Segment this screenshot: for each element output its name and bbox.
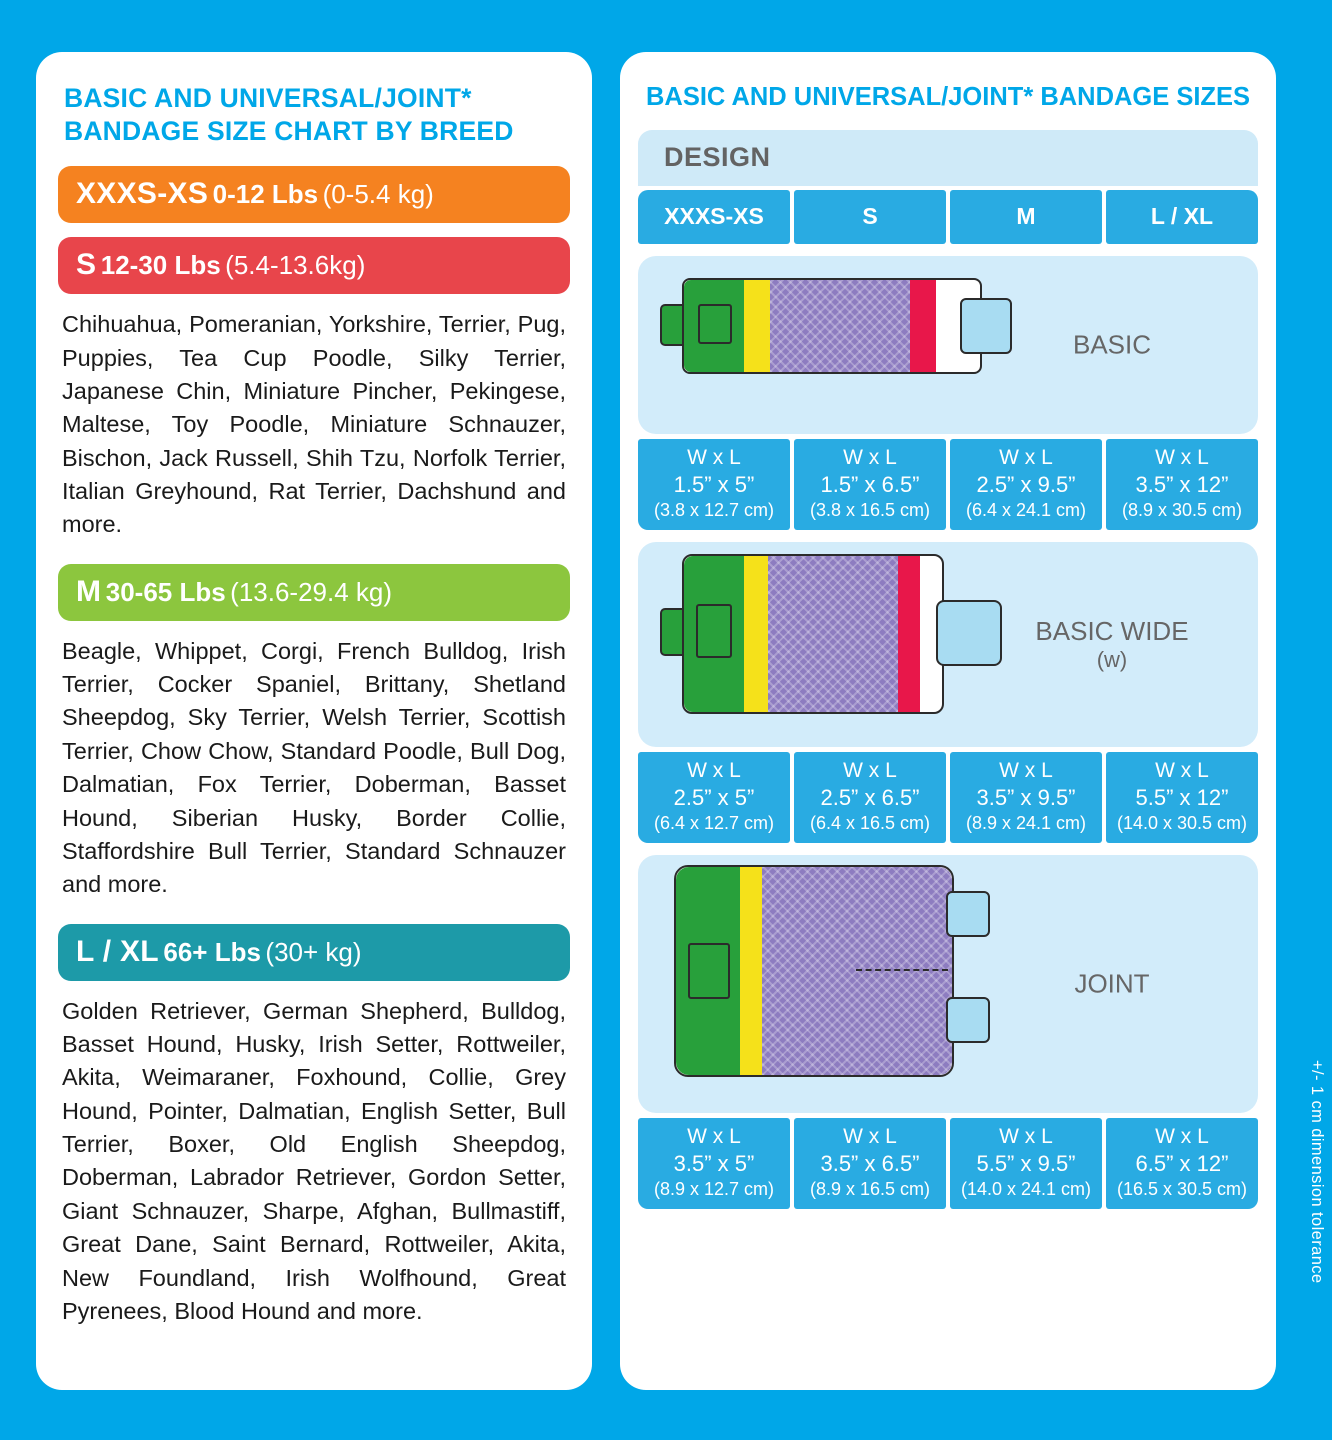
size-band-xxxs-xs <box>58 166 570 223</box>
breed-size-chart-panel <box>36 52 592 1390</box>
size-column-l-xl: L / XL <box>1106 190 1258 244</box>
weight-kg: (30+ kg) <box>265 936 362 967</box>
design-header: DESIGN <box>638 130 1258 186</box>
product-name-basic-wide: BASIC WIDE (w) <box>1035 615 1189 672</box>
joint-bandage-illustration <box>638 855 1258 1113</box>
product-name-basic: BASIC <box>1072 329 1152 360</box>
dimensions-row-basic-wide <box>638 752 1258 843</box>
dim-cell-basic-wide-m: W x L 3.5” x 9.5” (8.9 x 24.1 cm) <box>950 752 1102 843</box>
basic-wide-bandage-illustration <box>638 542 1258 747</box>
dim-cell-basic-m: W x L 2.5” x 9.5” (6.4 x 24.1 cm) <box>950 439 1102 530</box>
breed-list-l-xl: Golden Retriever, German Shepherd, Bulldog, Basset Hound, Husky, Irish Setter, Rottweiler, Akita, Weimaraner, Foxhound, Collie, Grey Hound, Pointer, Dalmatian, English Setter, Bull Terrier, Boxer, Old English Sheepdog, Doberman, Labrador Retriever, Gordon Setter, Giant Schnauzer, Sharpe, Afghan, Bullmastiff, Great Dane, Saint Bernard, Rottweiler, Akita, New Foundland, Irish Wolfhound, Great Pyrenees, Blood Hound and more. <box>62 997 566 1324</box>
weight-lbs: 30-65 Lbs <box>105 576 226 607</box>
left-panel-title: BASIC AND UNIVERSAL/JOINT* BANDAGE SIZE CHART BY BREED <box>64 83 514 147</box>
product-block-basic <box>638 256 1258 530</box>
weight-lbs: 66+ Lbs <box>163 936 261 967</box>
breed-list-s: Chihuahua, Pomeranian, Yorkshire, Terrier, Pug, Puppies, Tea Cup Poodle, Silky Terrier, Japanese Chin, Miniature Pincher, Pekingese, Maltese, Toy Poodle, Miniature Schnauzer, Bischon, Jack Russell, Shih Tzu, Norfolk Terrier, Italian Greyhound, Rat Terrier, Dachshund and more. <box>62 311 566 538</box>
size-label: M <box>76 574 102 608</box>
dim-cell-basic-l-xl: W x L 3.5” x 12” (8.9 x 30.5 cm) <box>1106 439 1258 530</box>
size-label: S <box>76 248 97 282</box>
bandage-sizes-panel <box>620 52 1276 1390</box>
dim-cell-basic-s: W x L 1.5” x 6.5” (3.8 x 16.5 cm) <box>794 439 946 530</box>
tolerance-note: +/- 1 cm dimension tolerance <box>1308 1060 1326 1284</box>
dim-cell-basic-xxxs-xs: W x L 1.5” x 5” (3.8 x 12.7 cm) <box>638 439 790 530</box>
size-column-m: M <box>950 190 1102 244</box>
dim-cell-joint-xxxs-xs: W x L 3.5” x 5” (8.9 x 12.7 cm) <box>638 1118 790 1209</box>
weight-kg: (5.4-13.6kg) <box>225 250 366 281</box>
product-name-joint: JOINT <box>1074 968 1150 999</box>
size-column-xxxs-xs: XXXS-XS <box>638 190 790 244</box>
basic-bandage-illustration <box>638 256 1258 434</box>
dim-cell-joint-s: W x L 3.5” x 6.5” (8.9 x 16.5 cm) <box>794 1118 946 1209</box>
size-label: XXXS-XS <box>76 177 209 211</box>
weight-kg: (0-5.4 kg) <box>322 179 434 210</box>
weight-lbs: 0-12 Lbs <box>212 179 319 210</box>
right-panel-title: BASIC AND UNIVERSAL/JOINT* BANDAGE SIZES <box>645 83 1251 111</box>
dim-cell-basic-wide-l-xl: W x L 5.5” x 12” (14.0 x 30.5 cm) <box>1106 752 1258 843</box>
weight-kg: (13.6-29.4 kg) <box>230 576 393 607</box>
size-band-m <box>58 564 570 621</box>
dimensions-row-joint <box>638 1118 1258 1209</box>
size-band-s <box>58 237 570 294</box>
dimensions-row-basic <box>638 439 1258 530</box>
product-block-joint <box>638 855 1258 1209</box>
dim-cell-basic-wide-xxxs-xs: W x L 2.5” x 5” (6.4 x 12.7 cm) <box>638 752 790 843</box>
size-column-s: S <box>794 190 946 244</box>
breed-list-m: Beagle, Whippet, Corgi, French Bulldog, Irish Terrier, Cocker Spaniel, Brittany, Shetland Sheepdog, Sky Terrier, Welsh Terrier, Scottish Terrier, Chow Chow, Standard Poodle, Bull Dog, Dalmatian, Fox Terrier, Doberman, Basset Hound, Siberian Husky, Border Collie, Staffordshire Bull Terrier, Standard Schnauzer and more. <box>62 637 566 898</box>
size-label: L / XL <box>76 934 159 968</box>
dim-cell-basic-wide-s: W x L 2.5” x 6.5” (6.4 x 16.5 cm) <box>794 752 946 843</box>
product-block-basic-wide <box>638 542 1258 843</box>
size-column-headers <box>638 190 1258 244</box>
dim-cell-joint-m: W x L 5.5” x 9.5” (14.0 x 24.1 cm) <box>950 1118 1102 1209</box>
weight-lbs: 12-30 Lbs <box>100 250 221 281</box>
size-band-l-xl <box>58 924 570 981</box>
dim-cell-joint-l-xl: W x L 6.5” x 12” (16.5 x 30.5 cm) <box>1106 1118 1258 1209</box>
